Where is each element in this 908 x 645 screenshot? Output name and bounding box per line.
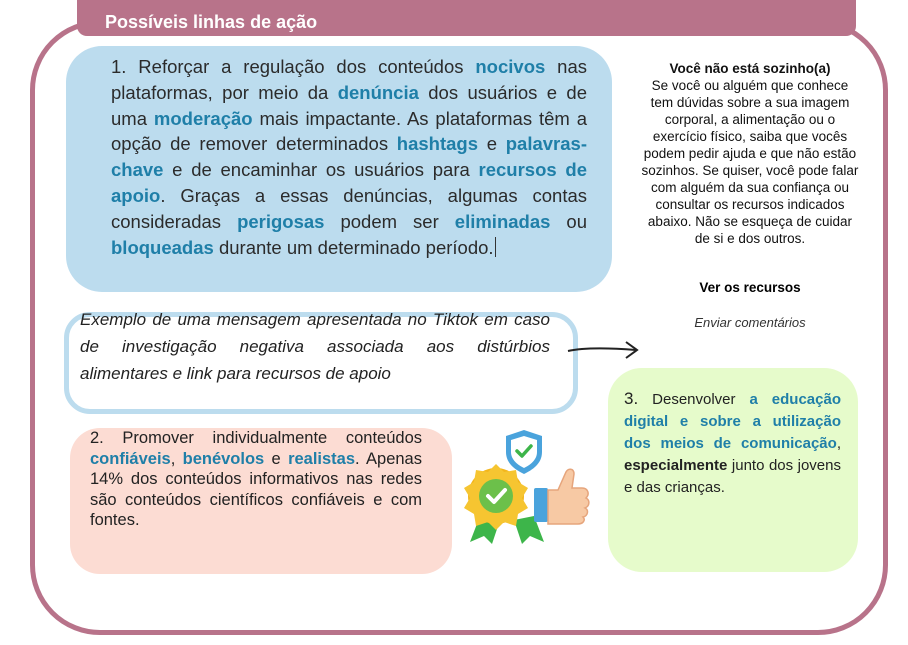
text-segment: durante um determinado período. <box>213 236 494 258</box>
highlighted-term: nocivos <box>475 56 546 77</box>
text-segment: podem ser <box>324 210 455 232</box>
text-segment: mais impactante. As plataformas têm a opção de remover determinados <box>111 107 587 155</box>
action-3-text <box>624 388 841 499</box>
highlighted-term: eliminadas <box>454 210 551 232</box>
highlighted-term: bloqueadas <box>111 236 214 258</box>
text-segment: e <box>264 449 289 468</box>
tiktok-message <box>640 60 860 247</box>
highlighted-term: realistas <box>288 449 356 468</box>
tiktok-message-title: Você não está sozinho(a) <box>669 61 831 76</box>
text-segment: . Apenas 14% dos conteúdos informativos nas redes são conteúdos científicos confiáveis e com fontes. <box>90 449 422 529</box>
text-segment: ou <box>550 210 588 232</box>
text-segment: dos usuários e de uma <box>111 81 587 129</box>
action-1-content <box>111 56 587 258</box>
action-3-number: 3. <box>624 389 639 408</box>
text-segment: nas plataformas, por meio da <box>111 56 587 103</box>
text-segment: e de encaminhar os usuários para <box>163 159 479 181</box>
page-title: Possíveis linhas de ação <box>105 12 318 32</box>
action-2-number: 2. <box>90 429 104 447</box>
text-segment: , <box>836 435 841 452</box>
action-1-number: 1. <box>111 56 127 77</box>
highlighted-term: benévolos <box>182 449 265 468</box>
text-segment: Promover individualmente conteúdos <box>103 429 422 447</box>
feedback-link[interactable]: Enviar comentários <box>694 315 806 330</box>
action-3-box <box>608 368 858 572</box>
action-1-box <box>66 46 612 292</box>
example-caption: Exemplo de uma mensagem apresentada no Tiktok em caso de investigação negativa associada aos distúrbios alimentares e link para recursos de apoio <box>80 310 550 383</box>
award-badge-thumbs-up-icon <box>462 424 590 546</box>
text-segment: e <box>478 133 506 155</box>
highlighted-term: especialmente <box>624 457 728 474</box>
arrow-right-icon <box>566 338 640 362</box>
action-2-content <box>90 429 422 529</box>
text-segment: junto dos jovens e das crianças. <box>624 457 841 496</box>
tiktok-message-body: Se você ou alguém que conhece tem dúvidas sobre a sua imagem corporal, a alimentação ou o exercício físico, saiba que vocês podem pedir ajuda e que não estão sozinhos. Se quiser, você pode falar com alguém da sua confiança ou consultar os recursos indicados abaixo. Não se esqueça de cuidar de si e dos outros. <box>641 78 859 246</box>
highlighted-term: recursos de apoio <box>111 159 587 206</box>
text-segment: Reforçar a regulação dos conteúdos <box>126 56 476 77</box>
highlighted-term: perigosas <box>237 210 325 232</box>
highlighted-term: denúncia <box>337 81 419 103</box>
highlighted-term: moderação <box>153 107 253 129</box>
action-1-text <box>111 54 587 260</box>
action-2-box <box>70 428 452 574</box>
text-segment: , <box>170 449 183 468</box>
resources-link[interactable]: Ver os recursos <box>699 280 801 295</box>
highlighted-term: palavras-chave <box>111 133 587 181</box>
text-segment: . Graças a essas denúncias, algumas contas consideradas <box>111 184 587 232</box>
text-segment: Desenvolver <box>638 391 750 408</box>
highlighted-term: a educação digital e sobre a utilização dos meios de comunicação <box>624 391 841 452</box>
action-2-text <box>90 428 422 531</box>
text-cursor <box>495 237 496 257</box>
highlighted-term: confiáveis <box>90 449 171 468</box>
highlighted-term: hashtags <box>396 133 479 155</box>
action-3-content <box>624 391 841 496</box>
